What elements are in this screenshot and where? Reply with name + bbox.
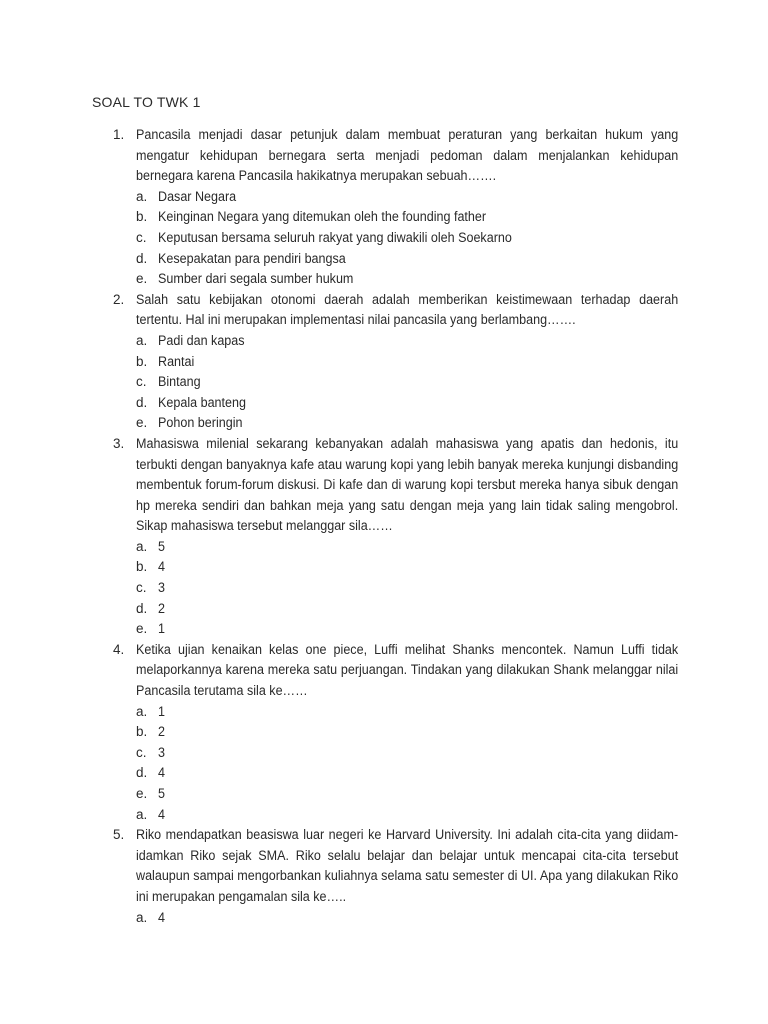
answer-option: [0, 352, 768, 373]
question-list: [0, 125, 768, 928]
option-letter: b.: [136, 353, 148, 369]
question-number: 4.: [113, 641, 125, 657]
question-text: Salah satu kebijakan otonomi daerah adalah memberikan keistimewaan terhadap daerah tertentu. Hal ini merupakan implementasi nilai pancasila yang berlambang…….: [136, 291, 679, 328]
option-letter: d.: [136, 250, 148, 266]
option-text: 1: [158, 621, 165, 637]
answer-option: [0, 413, 768, 434]
answer-option: [0, 557, 768, 578]
option-letter: b.: [136, 724, 148, 740]
question-number: 3.: [113, 435, 125, 451]
answer-option: [0, 249, 768, 270]
answer-option: [0, 269, 768, 290]
answer-option: [0, 619, 768, 640]
option-text: 5: [158, 538, 165, 554]
answer-option: [0, 228, 768, 249]
option-letter: e.: [136, 786, 148, 801]
answer-option: [0, 207, 768, 228]
option-text: Pohon beringin: [158, 415, 243, 431]
option-letter: e.: [136, 415, 148, 431]
question-item: [0, 434, 768, 640]
answer-option: [0, 578, 768, 599]
option-text: Rantai: [158, 353, 195, 369]
option-text: 2: [158, 724, 165, 740]
option-letter: c.: [136, 744, 147, 760]
option-text: Dasar Negara: [158, 188, 237, 204]
answer-option: [0, 537, 768, 558]
option-letter: e.: [136, 621, 148, 637]
answer-option: [0, 393, 768, 414]
option-text: 4: [158, 806, 165, 822]
option-text: 4: [158, 559, 165, 575]
question-number: 1.: [113, 127, 125, 142]
option-letter: c.: [136, 580, 147, 596]
question-text: Mahasiswa milenial sekarang kebanyakan adalah mahasiswa yang apatis dan hedonis, itu terbukti dengan banyaknya kafe atau warung kopi yang lebih banyak mereka kunjungi disbanding membentuk forum-forum diskusi. Di kafe dan di warung kopi tersbut mereka hanya sibuk dengan hp mereka sendiri dan bahkan meja yang satu dengan meja yang lain tidak saling mengobrol. Sikap mahasiswa tersebut melanggar sila……: [136, 435, 679, 534]
option-text: Kesepakatan para pendiri bangsa: [158, 250, 346, 266]
question-text: Riko mendapatkan beasiswa luar negeri ke Harvard University. Ini adalah cita-cita yang diidam-idamkan Riko sejak SMA. Riko selalu belajar dan belajar untuk mencapai cita-cita tersebut walaupun sampai mengorbankan kuliahnya selama satu semester di UI. Apa yang dilakukan Riko ini merupakan pengamalan sila ke…..: [136, 827, 679, 904]
question-number: 2.: [113, 291, 125, 307]
option-letter: a.: [136, 806, 148, 822]
document-title: SOAL TO TWK 1: [92, 94, 201, 110]
option-text: 2: [158, 600, 165, 616]
option-letter: a.: [136, 538, 148, 554]
option-letter: b.: [136, 559, 148, 575]
option-text: Keinginan Negara yang ditemukan oleh the founding father: [158, 209, 487, 225]
option-text: Bintang: [158, 374, 201, 390]
option-letter: a.: [136, 332, 148, 348]
option-letter: a.: [136, 703, 148, 719]
option-letter: d.: [136, 600, 148, 616]
answer-option: [0, 331, 768, 352]
question-item: [0, 125, 768, 290]
question-number: 5.: [113, 827, 125, 843]
answer-option: [0, 599, 768, 620]
option-text: 3: [158, 580, 165, 596]
question-item: [0, 825, 768, 928]
answer-option: [0, 784, 768, 805]
answer-option: [0, 372, 768, 393]
question-text: Ketika ujian kenaikan kelas one piece, Luffi melihat Shanks mencontek. Namun Luffi tidak melaporkannya karena mereka satu perjuangan. Tindakan yang dilakukan Shank melanggar nilai Pancasila terutama sila ke……: [136, 641, 679, 699]
option-text: 4: [158, 909, 165, 925]
question-item: [0, 290, 768, 434]
answer-option: [0, 187, 768, 208]
option-letter: d.: [136, 394, 148, 410]
answer-option: [0, 763, 768, 784]
option-text: 3: [158, 744, 165, 760]
question-item: [0, 640, 768, 825]
option-text: Keputusan bersama seluruh rakyat yang diwakili oleh Soekarno: [158, 229, 512, 245]
option-letter: c.: [136, 374, 147, 390]
option-letter: e.: [136, 271, 148, 287]
answer-option: [0, 722, 768, 743]
question-text: Pancasila menjadi dasar petunjuk dalam membuat peraturan yang berkaitan hukum yang mengatur kehidupan bernegara serta menjadi pedoman dalam menjalankan kehidupan bernegara karena Pancasila hakikatnya merupakan sebuah…….: [136, 127, 679, 184]
option-letter: c.: [136, 229, 147, 245]
option-text: 5: [158, 786, 165, 801]
answer-option: [0, 743, 768, 764]
answer-option: [0, 805, 768, 826]
option-letter: d.: [136, 765, 148, 781]
option-letter: a.: [136, 188, 148, 204]
option-letter: a.: [136, 909, 148, 925]
option-text: Padi dan kapas: [158, 332, 245, 348]
option-text: Sumber dari segala sumber hukum: [158, 271, 354, 287]
option-text: 4: [158, 765, 165, 781]
answer-option: [0, 702, 768, 723]
option-letter: b.: [136, 209, 148, 225]
answer-option: [0, 908, 768, 929]
option-text: Kepala banteng: [158, 394, 246, 410]
option-text: 1: [158, 703, 165, 719]
